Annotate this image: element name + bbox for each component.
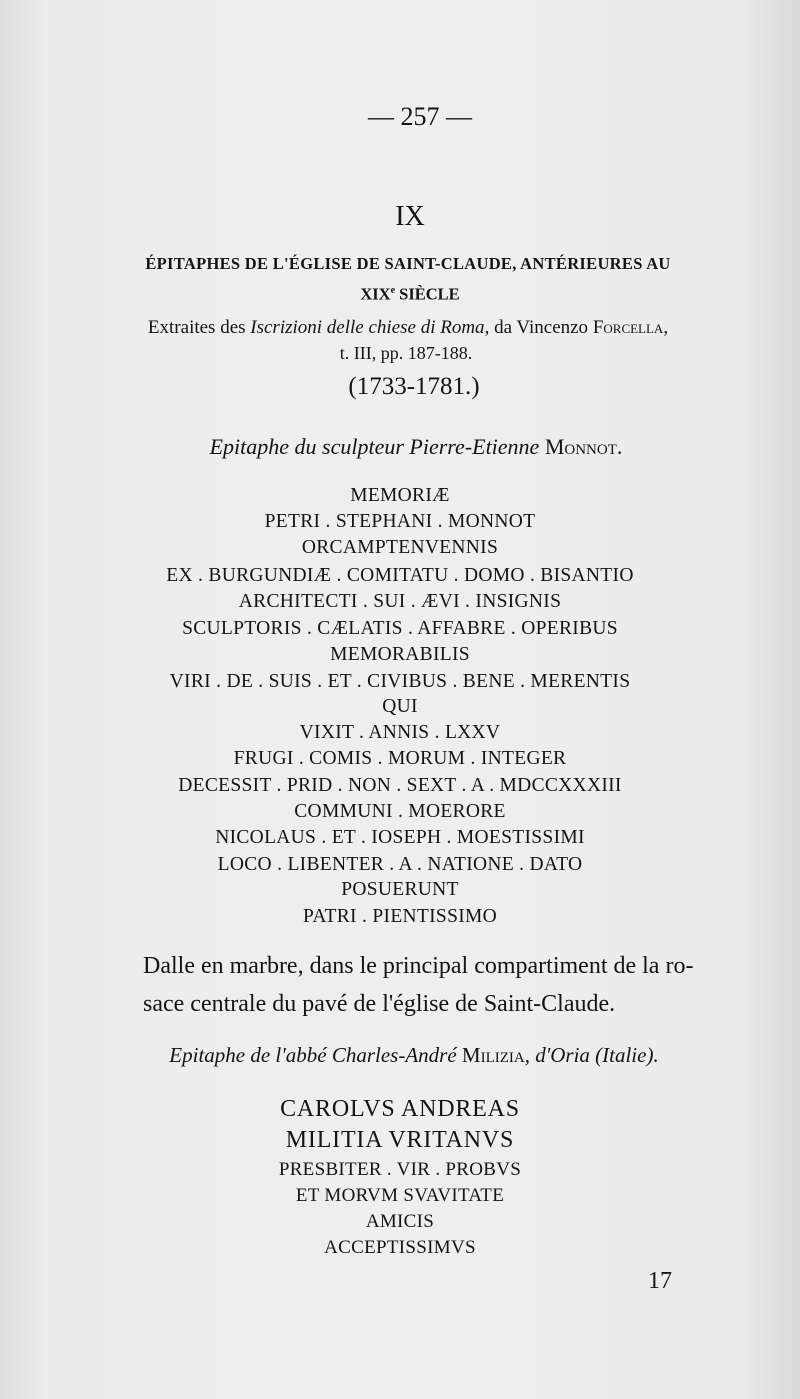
epitaph-2-title-text: Epitaphe de l'abbé Charles-André <box>169 1043 462 1067</box>
source-citation <box>8 318 800 337</box>
inscription-line: PRESBITER . VIR . PROBVS <box>278 1159 522 1180</box>
inscription-line: PETRI . STEPHANI . MONNOT <box>264 511 536 532</box>
source-citation-pages: t. III, pp. 187-188. <box>339 343 473 363</box>
inscription-line: FRUGI . COMIS . MORUM . INTEGER <box>233 748 567 769</box>
inscription-line: ORCAMPTENVENNIS <box>301 537 499 558</box>
source-prefix: Extraites des <box>147 317 251 338</box>
note-line: sace centrale du pavé de l'église de Saint-Claude. <box>143 991 616 1017</box>
inscription-line: PATRI . PIENTISSIMO <box>302 906 498 927</box>
epitaph-1-note <box>143 947 763 1023</box>
date-range: (1733-1781.) <box>348 373 480 400</box>
inscription-line: ET MORVM SVAVITATE <box>295 1185 505 1206</box>
inscription-line: LOCO . LIBENTER . A . NATIONE . DATO <box>217 854 583 875</box>
source-middle: , da Vincenzo <box>484 317 593 338</box>
epitaph-2-title <box>14 1045 800 1066</box>
epitaph-1-title-end: . <box>616 434 623 459</box>
inscription-line: NICOLAUS . ET . IOSEPH . MOESTISSIMI <box>215 827 585 848</box>
epitaph-1-title <box>16 436 800 458</box>
inscription-line: VIRI . DE . SUIS . ET . CIVIBUS . BENE . MERENTIS <box>169 671 631 692</box>
inscription-line: EX . BURGUNDIÆ . COMITATU . DOMO . BISANTIO <box>166 565 634 586</box>
inscription-line: CAROLVS ANDREAS <box>280 1096 520 1122</box>
inscription-line: POSUERUNT <box>341 879 459 900</box>
section-number: IX <box>395 201 425 232</box>
inscription-line: AMICIS <box>365 1211 435 1232</box>
epitaph-1-title-name: Monnot <box>544 434 617 459</box>
inscription-line: SCULPTORIS . CÆLATIS . AFFABRE . OPERIBUS <box>182 618 618 639</box>
note-line: Dalle en marbre, dans le principal compartiment de la ro- <box>143 953 694 979</box>
inscription-line: MILITIA VRITANVS <box>285 1127 515 1153</box>
section-heading-line-2: XIXe SIÈCLE <box>360 284 460 304</box>
epitaph-2-title-name: Milizia <box>461 1043 525 1067</box>
inscription-line: ACCEPTISSIMVS <box>324 1237 476 1258</box>
source-suffix: , <box>663 317 669 338</box>
inscription-line: MEMORIÆ <box>350 485 450 506</box>
epitaph-2-title-end: , d'Oria (Italie). <box>524 1043 659 1067</box>
epitaph-1-title-text: Epitaphe du sculpteur Pierre-Etienne <box>209 434 545 459</box>
inscription-line: ARCHITECTI . SUI . ÆVI . INSIGNIS <box>238 591 562 612</box>
source-work-title: Iscrizioni delle chiese di Roma <box>250 317 485 338</box>
page-number: — 257 — <box>368 102 472 131</box>
inscription-line: MEMORABILIS <box>330 644 470 665</box>
section-heading-line-1: ÉPITAPHES DE L'ÉGLISE DE SAINT-CLAUDE, ANTÉRIEURES AU <box>145 254 671 273</box>
inscription-line: DECESSIT . PRID . NON . SEXT . A . MDCCXXXIII <box>178 775 622 796</box>
signature-mark: 17 <box>648 1268 672 1294</box>
source-author: Forcella <box>592 317 664 338</box>
inscription-line: COMMUNI . MOERORE <box>294 801 506 822</box>
inscription-line: QUI <box>382 696 418 717</box>
inscription-line: VIXIT . ANNIS . LXXV <box>299 722 501 743</box>
